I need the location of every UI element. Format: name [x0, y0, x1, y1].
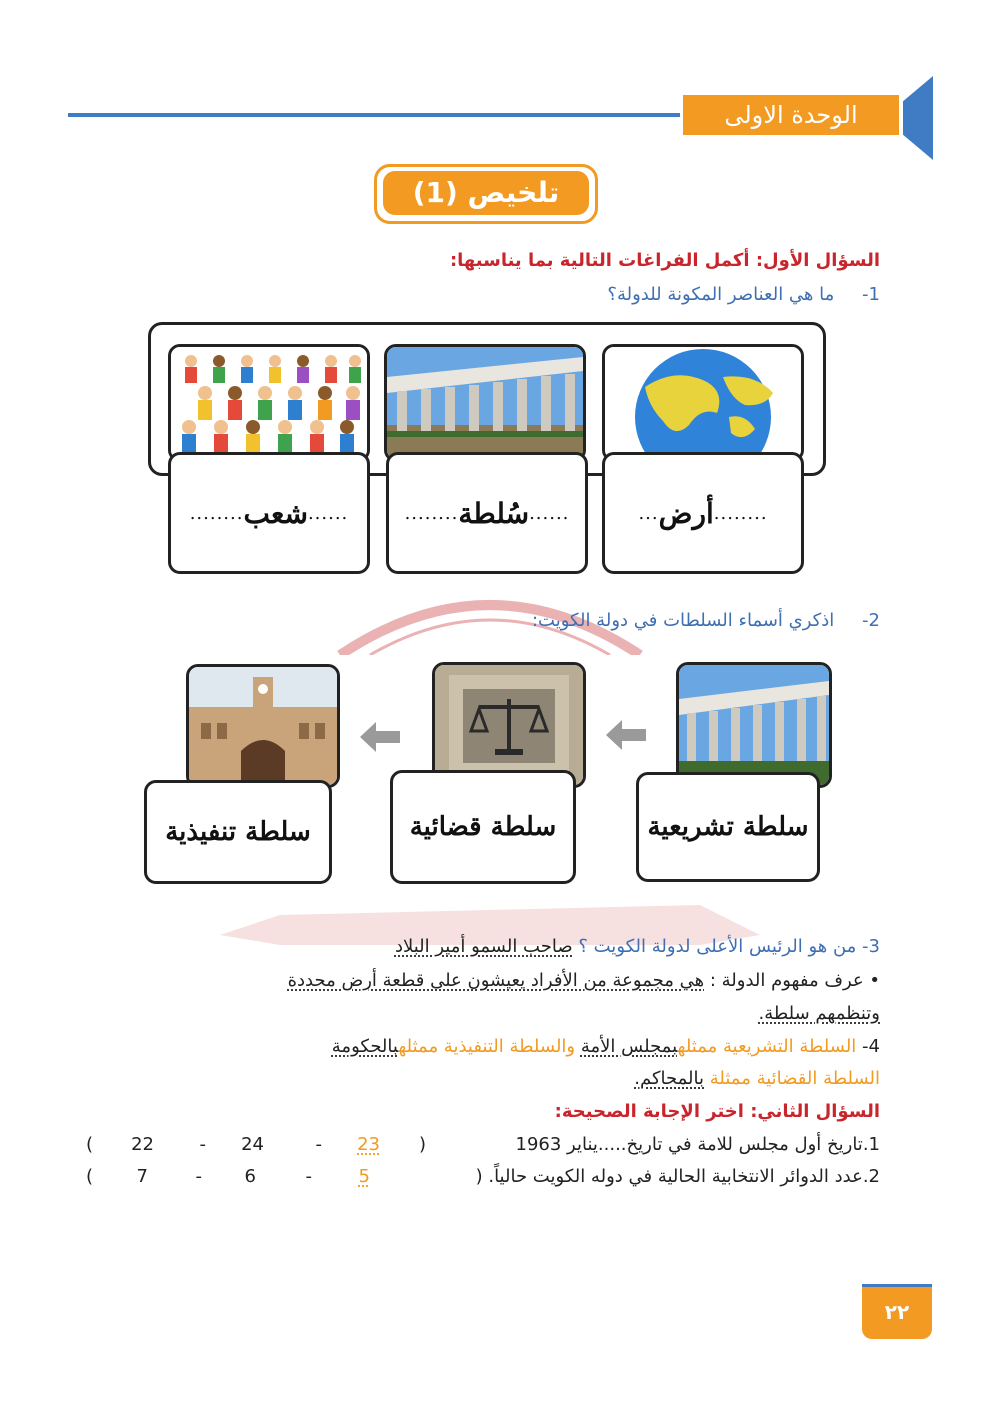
q2-item1-text: 1.تاريخ أول مجلس للامة في تاريخ.....يناير 1963: [515, 1134, 880, 1155]
power-executive: سلطة تنفيذية: [165, 817, 311, 847]
element-card-land: ........ أرض ...: [602, 452, 804, 574]
summary-title: تلخيص (1): [383, 171, 589, 215]
people-image: [168, 344, 370, 462]
q1-item3-answer: صاحب السمو أمير البلاد: [394, 936, 573, 957]
q1-item4-legislative-answer: بمجلس الأمة: [580, 1036, 678, 1057]
q2-item2-option-1[interactable]: 5: [358, 1166, 370, 1187]
power-card-executive: [144, 780, 332, 884]
q1-item4-line1: [60, 1036, 880, 1057]
q1-item2-num: 2-: [862, 610, 880, 631]
power-legislative: سلطة تشريعية: [647, 812, 809, 842]
globe-image: [602, 344, 804, 462]
state-definition-answer-1: هي مجموعة من الأفراد يعيشون على قطعة أرض محددة: [287, 970, 705, 991]
q1-item2-text: اذكري أسماء السلطات في دولة الكويت:: [531, 610, 835, 631]
state-definition-line2: [60, 1003, 880, 1024]
parliament-image: [384, 344, 586, 462]
q2-item1-option-3[interactable]: 22: [131, 1134, 154, 1155]
q2-item2-option-2[interactable]: 6: [244, 1166, 256, 1187]
q1-item1-num: 1-: [862, 284, 880, 305]
power-judicial: سلطة قضائية: [409, 812, 557, 842]
q1-item4-executive-answer: بالحكومة: [331, 1036, 399, 1057]
q1-item4-line2: [60, 1068, 880, 1089]
element-card-people: ...... شعب ........: [168, 452, 370, 574]
q1-item2: [532, 610, 880, 631]
q1-item4-executive: والسلطة التنفيذية ممثله: [398, 1036, 576, 1057]
state-definition-answer-2: وتنظمهم سلطة.: [758, 1003, 880, 1024]
q2-item2-option-3[interactable]: 7: [136, 1166, 148, 1187]
arrow-left-icon: [360, 722, 400, 752]
q1-item4-judicial-answer: بالمحاكم.: [634, 1068, 705, 1089]
q1-item1: [607, 284, 880, 305]
unit-title: الوحدة الاولى: [680, 92, 902, 138]
arrow-left-icon: [606, 720, 646, 750]
legislative-image: [676, 662, 832, 788]
q1-heading: السؤال الأول: أكمل الفراغات التالية بما يناسبها:: [449, 250, 880, 271]
header-rule: [68, 113, 680, 117]
q1-item1-text: ما هي العناصر المكونة للدولة؟: [607, 284, 835, 305]
q2-item1-option-1[interactable]: 23: [357, 1134, 380, 1155]
q2-heading: السؤال الثاني: اختر الإجابة الصحيحة:: [554, 1101, 880, 1122]
q1-item3: [60, 936, 880, 957]
state-definition-label: • عرف مفهوم الدولة :: [709, 970, 880, 991]
page-number: ٢٢: [862, 1284, 932, 1339]
q1-item4-legislative: السلطة التشريعية ممثله: [677, 1036, 857, 1057]
q1-item3-question: 3- من هو الرئيس الأعلى لدولة الكويت ؟: [578, 936, 880, 957]
element-authority: سُلطة: [458, 496, 530, 530]
element-land: أرض: [658, 496, 714, 530]
unit-flag: [903, 76, 933, 160]
element-people: شعب: [243, 496, 308, 530]
state-definition: [60, 970, 880, 991]
q1-item4-judicial: السلطة القضائية ممثلة: [709, 1068, 880, 1089]
q2-item1-option-2[interactable]: 24: [241, 1134, 264, 1155]
executive-image: [186, 664, 340, 788]
power-card-judicial: [390, 770, 576, 884]
q1-item4-num: 4-: [862, 1036, 880, 1057]
element-card-authority: ...... سُلطة ........: [386, 452, 588, 574]
power-card-legislative: [636, 772, 820, 882]
q2-item2-text: 2.عدد الدوائر الانتخابية الحالية في دوله الكويت حالياً. (: [475, 1166, 880, 1187]
